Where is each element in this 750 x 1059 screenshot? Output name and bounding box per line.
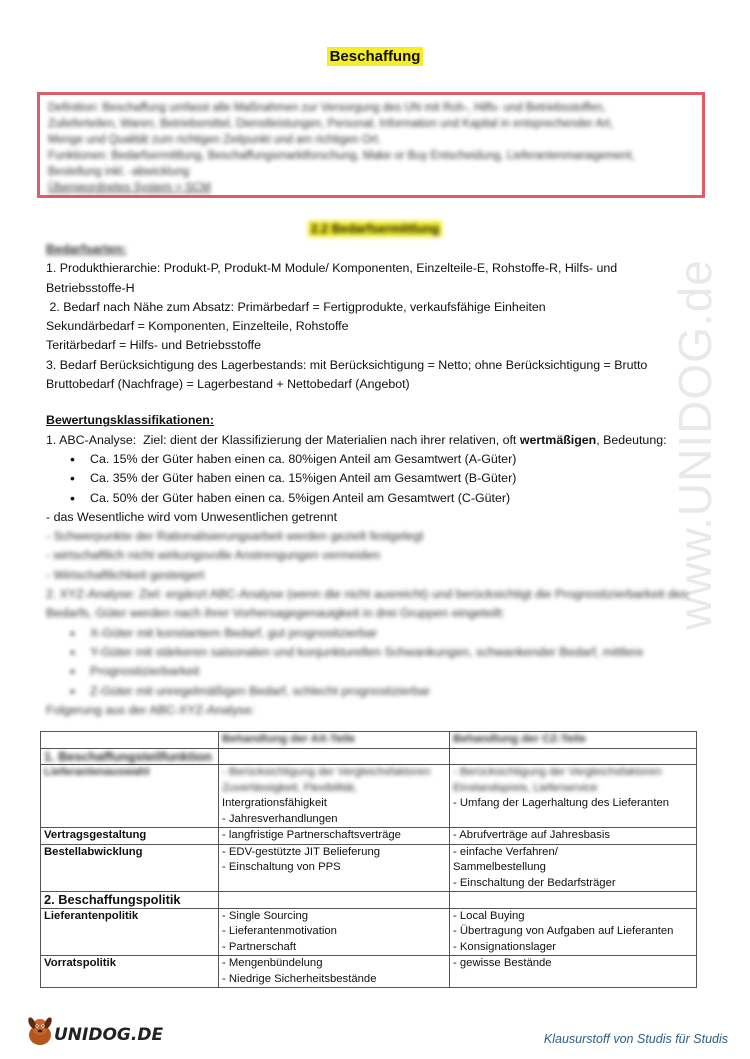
list-item: • Ca. 15% der Güter haben einen ca. 80%igen Anteil am Gesamtwert (A-Güter) — [90, 450, 706, 469]
list-item: • Z-Güter mit unregelmäßigen Bedarf, schlecht prognostizierbar — [90, 682, 706, 701]
text-line: Sekundärbedarf = Komponenten, Einzelteile, Rohstoffe — [46, 319, 349, 334]
list-item: • Ca. 35% der Güter haben einen ca. 15%igen Anteil am Gesamtwert (B-Güter) — [90, 469, 706, 488]
abc-line: 1. ABC-Analyse: Ziel: dient der Klassifizierung der Materialien nach ihrer relativen, oft wertmäßigen, Bedeutung: — [46, 432, 667, 447]
section-title: 2.2 Bedarfsermittlung — [0, 222, 750, 236]
brand-name: UNIDOG.DE — [54, 1025, 164, 1045]
definition-line: Funktionen: Bedarfsermittlung, Beschaffungsmarktforschung, Make or Buy Entscheidung, Lieferantenmanagement, — [48, 150, 635, 162]
list-item: • X-Güter mit konstantem Bedarf, gut prognostizierbar — [90, 624, 706, 643]
definition-line: Übergeordnetes System = SCM — [48, 182, 211, 194]
bewertung-heading: Bewertungsklassifikationen: — [46, 413, 215, 428]
definition-line: Menge und Qualität zum richtigen Zeitpunkt und am richtigen Ort. — [48, 134, 382, 146]
table-row: Vertragsgestaltung - langfristige Partnerschaftsverträge - Abrufverträge auf Jahresbasis — [41, 828, 697, 845]
table-row: Vorratspolitik - Mengenbündelung - Niedrige Sicherheitsbestände - gewisse Bestände — [41, 956, 697, 988]
table-row — [41, 892, 697, 909]
definition-box — [37, 92, 705, 198]
footer-tagline: Klausurstoff von Studis für Studis — [543, 1032, 728, 1046]
blurred-section: - Schwerpunkte der Rationalisierungsarbeit werden gezielt festgelegt - wirtschaftlich nicht wirkungsvolle Anstrengungen vermeiden - Wirtschaftlichkeit gesteigert 2. XYZ-Analyse: Ziel: ergänzt ABC-Analyse (wenn die nicht ausreicht) und berücksichtigt die Prognostizierbarkeit des Bedarfs, Güter werden nach ihrer Vorhersagegenauigkeit in drei Gruppen eingeteilt: • X-Güter mit konstantem Bedarf, gut prognostizierbar • Y-Güter mit stärkeren saisonalen und konjunkturellen Schwankungen, schwankender Bedarf, mittlere • Prognostizierbarkeit • Z-Güter mit unregelmäßigen Bedarf, schlecht prognostizierbar Folgerung aus der ABC-XYZ-Analyse: — [46, 527, 706, 720]
table-section: 2. Beschaffungspolitik — [41, 892, 219, 909]
definition-line: Definition: Beschaffung umfasst alle Maßnahmen zur Versorgung des UN mit Roh-, Hilfs- und Betriebsstoffen, — [48, 102, 606, 114]
table-row: Bestellabwicklung - EDV-gestützte JIT Belieferung - Einschaltung von PPS - einfache Verfahren/ Sammelbestellung - Einschaltung der Bedarfsträger — [41, 844, 697, 892]
abc-xyz-table — [40, 731, 697, 988]
list-item: • Ca. 50% der Güter haben einen ca. 5%igen Anteil am Gesamtwert (C-Güter) — [90, 489, 706, 508]
abc-list — [46, 450, 706, 508]
definition-line: Zulieferteilen, Waren, Betriebsmittel, Dienstleistungen, Personal, Information und Kapital in entsprechender Art, — [48, 118, 614, 130]
document-body — [46, 240, 706, 720]
table-header: Behandlung der AX-Teile — [219, 732, 450, 749]
list-item: • Prognostizierbarkeit — [90, 662, 706, 681]
text-line: 1. Produkthierarchie: Produkt-P, Produkt-M Module/ Komponenten, Einzelteile-E, Rohstoffe-R, Hilfs- und — [46, 261, 618, 276]
bedarfsarten-heading: Bedarfsarten: — [46, 242, 127, 256]
text-line: 2. Bedarf nach Nähe zum Absatz: Primärbedarf = Fertigprodukte, verkaufsfähige Einheiten — [46, 299, 546, 314]
table-row: Lieferantenpolitik - Single Sourcing - Lieferantenmotivation - Partnerschaft - Local Buying - Übertragung von Aufgaben auf Lieferanten - Konsignationslager — [41, 908, 697, 956]
list-item: • Y-Güter mit stärkeren saisonalen und konjunkturellen Schwankungen, schwankender Bedarf, mittlere — [90, 643, 706, 662]
text-line: Bruttobedarf (Nachfrage) = Lagerbestand + Nettobedarf (Angebot) — [46, 377, 410, 392]
text-line: - das Wesentliche wird vom Unwesentlichen getrennt — [46, 509, 338, 524]
table-row: Lieferantenauswahl - Berücksichtigung der Vergleichsfaktoren Zuverlässigkeit, Flexibilität, Intergrationsfähigkeit - Jahresverhandlungen - Berücksichtigung der Vergleichsfaktoren Einstandspreis, Lieferservice - Umfang der Lagerhaltung des Lieferanten — [41, 765, 697, 828]
page-title: Beschaffung — [0, 48, 750, 65]
dog-icon — [22, 1013, 58, 1049]
table-header: Behandlung der CZ-Teile — [450, 732, 697, 749]
text-line: Betriebsstoffe-H — [46, 280, 135, 295]
definition-line: Bestellung inkl. -abwicklung — [48, 166, 190, 178]
text-line: 3. Bedarf Berücksichtigung des Lagerbestands: mit Berücksichtigung = Netto; ohne Berücksichtigung = Brutto — [46, 357, 648, 372]
table-section: 1. Beschaffungsteilfunktion — [41, 748, 219, 765]
watermark: www.UNIDOG.de — [669, 259, 721, 630]
unidog-logo[interactable] — [22, 1013, 164, 1052]
text-line: Teritärbedarf = Hilfs- und Betriebsstoffe — [46, 338, 261, 353]
